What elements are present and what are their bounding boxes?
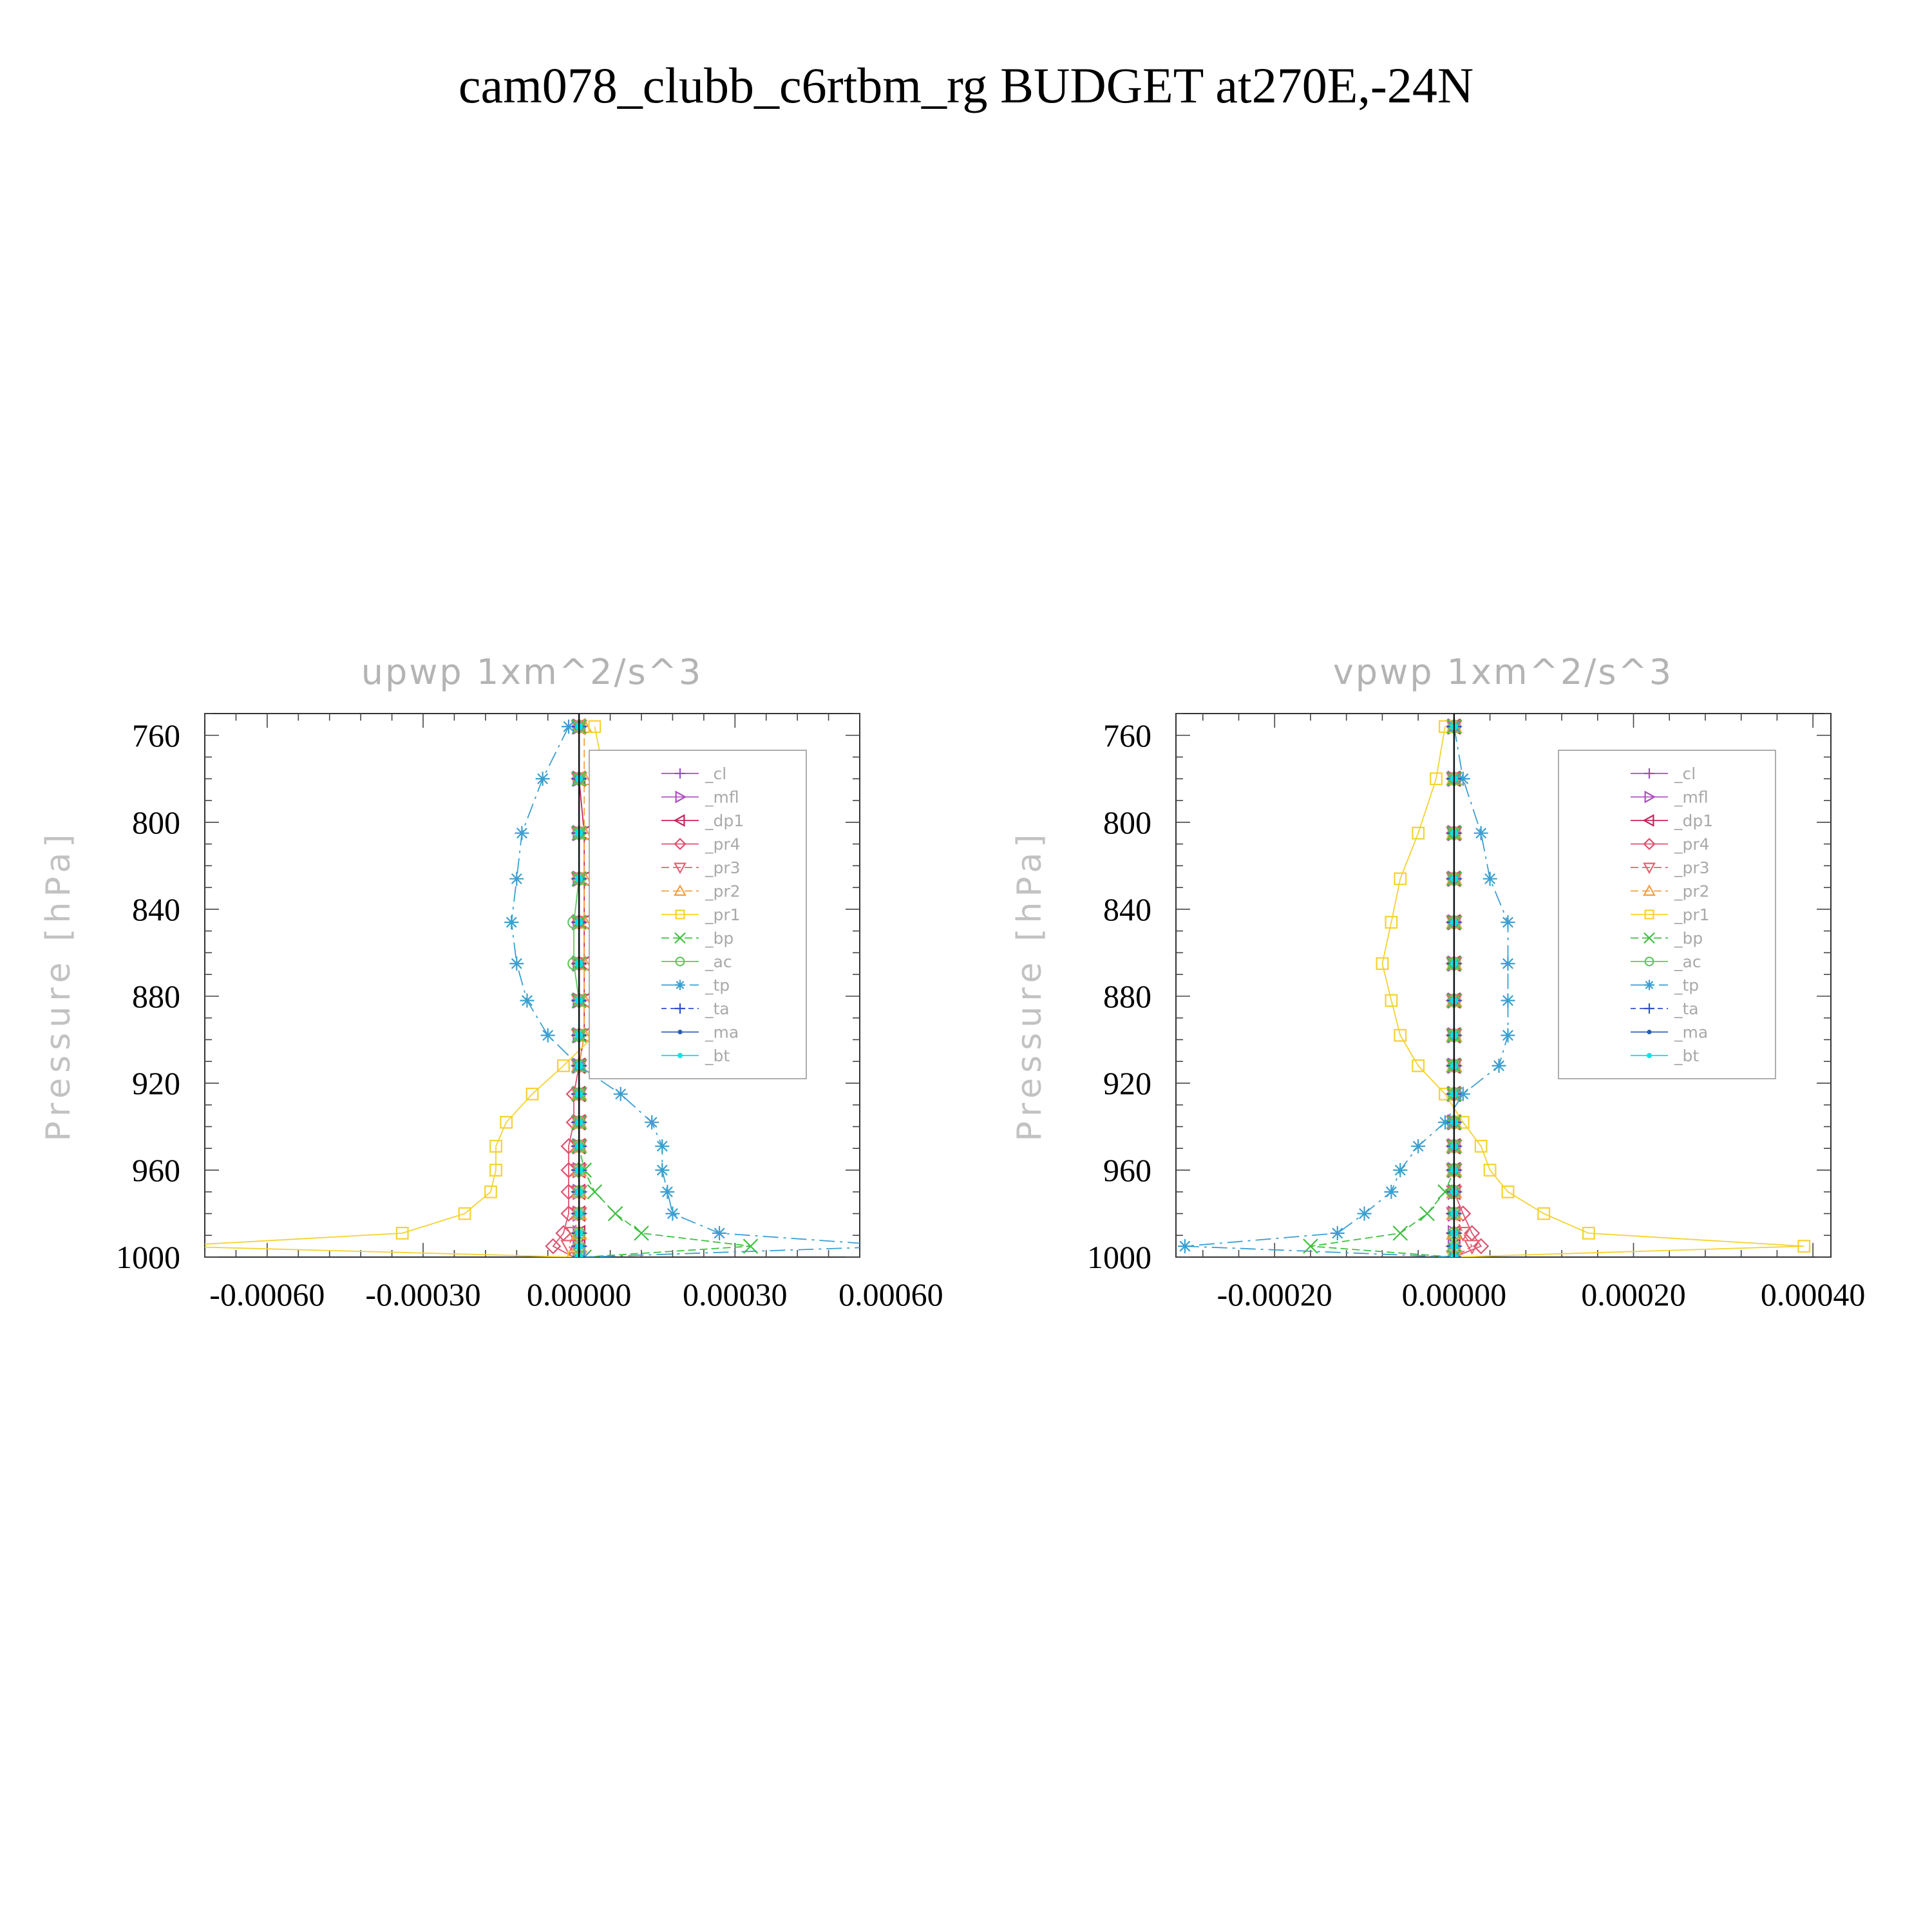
legend-label: _ma bbox=[705, 1023, 739, 1042]
marker-asterisk bbox=[520, 994, 534, 1008]
legend-label: _pr3 bbox=[705, 858, 741, 877]
x-tick-label: -0.00020 bbox=[1217, 1276, 1332, 1312]
marker-asterisk bbox=[1501, 915, 1515, 929]
marker-asterisk bbox=[1411, 1139, 1425, 1153]
legend-label: _tp bbox=[705, 976, 730, 995]
legend-label: _mfl bbox=[705, 788, 739, 807]
legend-label: _pr1 bbox=[1674, 905, 1710, 924]
marker-asterisk bbox=[1501, 994, 1515, 1008]
marker-asterisk bbox=[1492, 1059, 1506, 1073]
chart-panel-1 bbox=[39, 652, 943, 1312]
y-tick-label: 1000 bbox=[1087, 1239, 1151, 1275]
y-tick-label: 920 bbox=[132, 1065, 180, 1101]
marker-asterisk bbox=[1393, 1163, 1407, 1177]
y-tick-label: 1000 bbox=[116, 1239, 180, 1275]
marker-asterisk bbox=[509, 872, 524, 886]
legend bbox=[1558, 750, 1776, 1079]
marker-dot bbox=[677, 1030, 682, 1034]
y-tick-label: 920 bbox=[1103, 1065, 1151, 1101]
marker-asterisk bbox=[1483, 872, 1497, 886]
legend-label: _mfl bbox=[1674, 788, 1709, 807]
legend-label: _cl bbox=[705, 764, 727, 783]
marker-dot bbox=[1647, 1030, 1651, 1034]
marker-asterisk bbox=[504, 915, 518, 929]
legend-label: _bp bbox=[705, 929, 734, 948]
legend-label: _pr1 bbox=[705, 905, 741, 924]
panel-title: vpwp 1xm^2/s^3 bbox=[1332, 652, 1674, 692]
y-tick-label: 960 bbox=[1103, 1151, 1151, 1188]
marker-asterisk bbox=[515, 826, 529, 840]
marker-asterisk bbox=[1644, 980, 1654, 990]
y-tick-label: 960 bbox=[132, 1151, 180, 1188]
marker-asterisk bbox=[665, 1206, 679, 1220]
y-tick-label: 760 bbox=[132, 717, 180, 753]
legend-label: _tp bbox=[1674, 976, 1700, 995]
y-tick-label: 800 bbox=[1103, 804, 1151, 840]
marker-asterisk bbox=[895, 1239, 909, 1253]
marker-asterisk bbox=[509, 956, 524, 971]
legend-label: _pr4 bbox=[1674, 835, 1710, 854]
series-line_pr1 bbox=[169, 726, 631, 1257]
legend-label: _bp bbox=[1674, 929, 1703, 948]
marker-asterisk bbox=[1474, 826, 1488, 840]
series-line_bp bbox=[1311, 726, 1454, 1257]
x-tick-label: 0.00020 bbox=[1581, 1276, 1686, 1312]
panel-title: upwp 1xm^2/s^3 bbox=[361, 652, 703, 692]
y-tick-label: 840 bbox=[132, 891, 180, 927]
y-axis-label: Pressure [hPa] bbox=[39, 829, 78, 1142]
legend-label: _bt bbox=[1674, 1046, 1700, 1065]
legend-label: _dp1 bbox=[705, 811, 744, 830]
marker-x bbox=[587, 1185, 601, 1199]
marker-x bbox=[634, 1226, 649, 1240]
legend-label: _pr3 bbox=[1674, 858, 1710, 877]
chart-panel-2 bbox=[1010, 652, 1865, 1312]
marker-asterisk bbox=[1501, 956, 1515, 971]
x-tick-label: 0.00030 bbox=[683, 1276, 788, 1312]
x-tick-label: -0.00030 bbox=[365, 1276, 481, 1312]
marker-asterisk bbox=[614, 1087, 628, 1101]
marker-asterisk bbox=[675, 980, 685, 990]
marker-x bbox=[1420, 1206, 1434, 1220]
y-tick-label: 800 bbox=[132, 804, 180, 840]
legend-label: _ta bbox=[1674, 999, 1699, 1018]
x-tick-label: 0.00000 bbox=[526, 1276, 632, 1312]
x-tick-label: 0.00000 bbox=[1401, 1276, 1507, 1312]
marker-dot bbox=[1647, 1053, 1652, 1058]
x-tick-label: -0.00060 bbox=[209, 1276, 325, 1312]
x-tick-label: 0.00060 bbox=[838, 1276, 943, 1312]
legend-label: _ac bbox=[1674, 952, 1701, 971]
legend-label: _pr2 bbox=[1674, 882, 1710, 901]
legend-label: _bt bbox=[705, 1046, 730, 1065]
legend-label: _ta bbox=[705, 999, 730, 1018]
series-line_pr3 bbox=[1454, 726, 1472, 1257]
y-tick-label: 840 bbox=[1103, 891, 1151, 927]
marker-dot bbox=[677, 1053, 683, 1058]
legend-label: _pr2 bbox=[705, 882, 741, 901]
legend bbox=[589, 750, 806, 1079]
legend-label: _ac bbox=[705, 952, 732, 971]
y-tick-label: 880 bbox=[1103, 978, 1151, 1014]
figure-title: cam078_clubb_c6rtbm_rg BUDGET at270E,-24N bbox=[458, 57, 1474, 113]
marker-asterisk bbox=[645, 1115, 659, 1130]
marker-asterisk bbox=[541, 1028, 555, 1043]
marker-asterisk bbox=[1384, 1185, 1398, 1199]
x-tick-label: 0.00040 bbox=[1760, 1276, 1866, 1312]
marker-asterisk bbox=[655, 1163, 669, 1177]
legend-label: _cl bbox=[1674, 764, 1696, 783]
marker-asterisk bbox=[655, 1139, 669, 1153]
y-tick-label: 760 bbox=[1103, 717, 1151, 753]
marker-asterisk bbox=[1358, 1206, 1372, 1220]
marker-asterisk bbox=[1178, 1239, 1192, 1253]
marker-asterisk bbox=[536, 772, 550, 786]
marker-asterisk bbox=[712, 1226, 726, 1240]
series-line_pr4 bbox=[1454, 726, 1481, 1257]
legend-label: _pr4 bbox=[705, 835, 741, 854]
marker-asterisk bbox=[1501, 1028, 1515, 1043]
series-line_pr4 bbox=[553, 726, 579, 1257]
y-axis-label: Pressure [hPa] bbox=[1010, 829, 1049, 1142]
marker-asterisk bbox=[1331, 1226, 1345, 1240]
legend-label: _dp1 bbox=[1674, 811, 1714, 830]
marker-x bbox=[609, 1206, 623, 1220]
marker-asterisk bbox=[660, 1185, 674, 1199]
y-tick-label: 880 bbox=[132, 978, 180, 1014]
legend-label: _ma bbox=[1674, 1023, 1709, 1042]
marker-x bbox=[1393, 1226, 1407, 1240]
